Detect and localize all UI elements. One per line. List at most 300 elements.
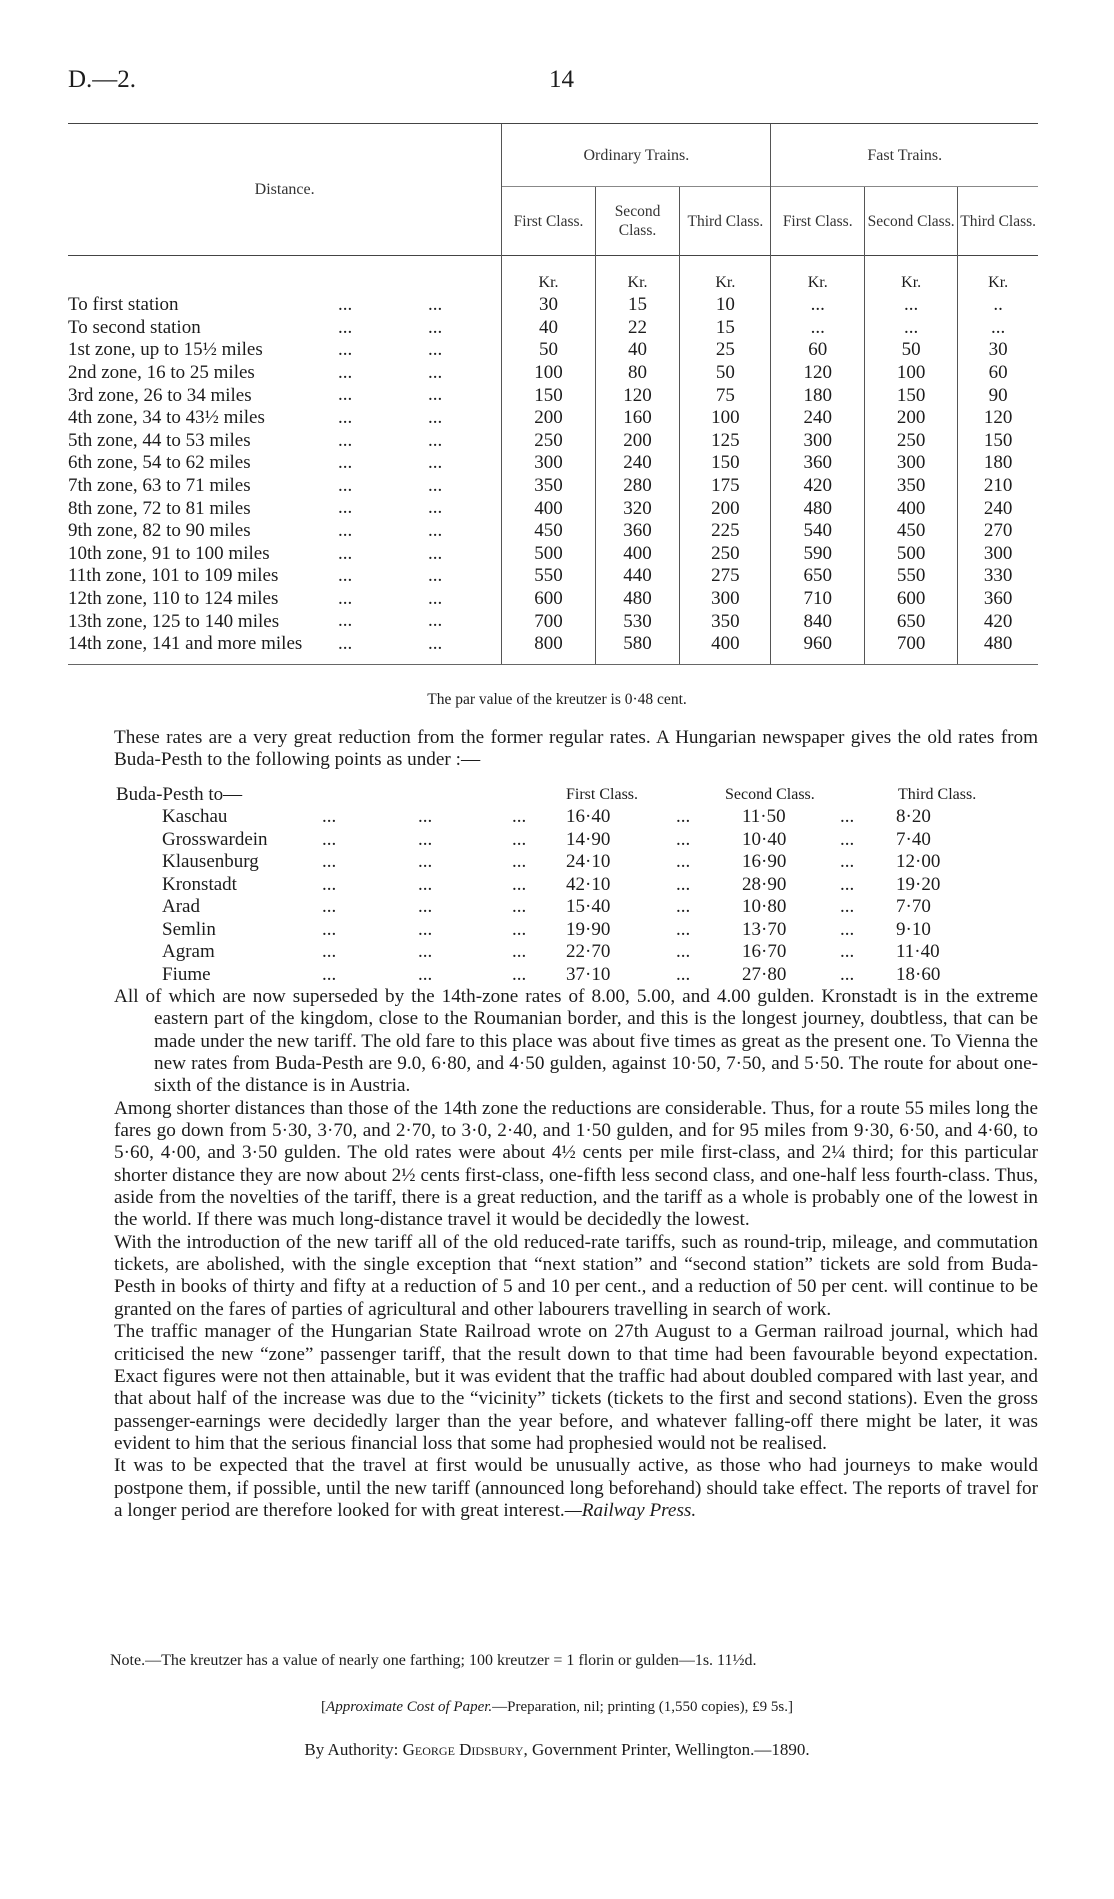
- second-class-fare: 10·80: [742, 896, 787, 917]
- old-rates-col-header: Second Class.: [725, 786, 815, 803]
- rate-cell: 480: [771, 497, 864, 520]
- rate-cell: 150: [502, 384, 595, 407]
- leader-dots: ...: [512, 851, 527, 872]
- third-class-fare: 12·00: [896, 851, 941, 872]
- leader-dots: ...: [512, 941, 527, 962]
- rate-cell: 300: [502, 452, 595, 475]
- first-class-fare: 19·90: [566, 918, 611, 940]
- leader-dots: ...: [322, 828, 337, 850]
- zone-label: [68, 565, 502, 588]
- zone-label-text: 14th zone, 141 and more miles: [68, 633, 303, 655]
- paragraph: All of which are now superseded by the 14th-zone rates of 8.00, 5.00, and 4.00 gulden. Kronstadt is in the extreme eastern part of the kingdom, close to the Roumanian border, and this is the longest journey, doubtless, that can be made under the new tariff. The old fare to this place was about five times as great as the present one. To Vienna the new rates from Buda-Pesth are 9.0, 6·80, and 4·50 gulden, against 10·50, 7·50, and 5·50. The route for about one-sixth of the distance is in Austria.: [114, 986, 1038, 1097]
- rate-cell: 10: [680, 294, 771, 317]
- printer-authority: [0, 1740, 1114, 1760]
- list-item: [0, 896, 1114, 919]
- rate-cell: 180: [958, 452, 1038, 475]
- leader-dots: ...: [840, 963, 855, 985]
- zone-label-text: 4th zone, 34 to 43½ miles: [68, 407, 265, 429]
- leader-dots: ...: [338, 452, 353, 474]
- rate-cell: 300: [864, 452, 957, 475]
- table-row: [68, 452, 1038, 475]
- rate-cell: 540: [771, 520, 864, 543]
- second-class-fare: 28·90: [742, 873, 787, 895]
- leader-dots: ...: [338, 406, 353, 428]
- first-class-fare: 16·40: [566, 806, 611, 827]
- rate-cell: 400: [680, 633, 771, 664]
- destination-name: Klausenburg: [162, 851, 259, 872]
- class-header: Third Class.: [958, 187, 1038, 256]
- rate-cell: 300: [958, 543, 1038, 566]
- leader-dots: ...: [840, 851, 855, 872]
- zone-label-text: 7th zone, 63 to 71 miles: [68, 475, 251, 497]
- rate-cell: 600: [502, 588, 595, 611]
- par-value-note: The par value of the kreutzer is 0·48 cent.: [427, 691, 687, 708]
- second-class-fare: 10·40: [742, 828, 787, 850]
- leader-dots: ...: [428, 497, 443, 519]
- list-item: [0, 829, 1114, 852]
- list-item: [0, 964, 1114, 987]
- rate-cell: 580: [595, 633, 680, 664]
- leader-dots: ...: [428, 361, 443, 383]
- table-row: [68, 520, 1038, 543]
- table-row: [68, 610, 1038, 633]
- class-header: Second Class.: [864, 187, 957, 256]
- rate-cell: 75: [680, 384, 771, 407]
- leader-dots: ...: [512, 806, 527, 827]
- leader-dots: ...: [418, 941, 433, 962]
- paragraph: [114, 1455, 1038, 1522]
- rate-cell: 500: [502, 543, 595, 566]
- table-row: [68, 565, 1038, 588]
- rate-cell: 360: [771, 452, 864, 475]
- rate-cell: 280: [595, 475, 680, 498]
- rate-cell: 275: [680, 565, 771, 588]
- table-row: [68, 543, 1038, 566]
- leader-dots: ...: [840, 918, 855, 940]
- leader-dots: ...: [512, 873, 527, 895]
- leader-dots: ...: [338, 632, 353, 654]
- leader-dots: ...: [676, 896, 691, 917]
- third-class-fare: 19·20: [896, 873, 941, 895]
- leader-dots: ...: [338, 361, 353, 383]
- list-item: [0, 919, 1114, 942]
- rate-cell: 800: [502, 633, 595, 664]
- rate-cell: 250: [680, 543, 771, 566]
- second-class-fare: 27·80: [742, 963, 787, 985]
- leader-dots: ...: [338, 339, 353, 361]
- rate-cell: 400: [864, 497, 957, 520]
- leader-dots: ...: [428, 406, 443, 428]
- page-number: 14: [549, 66, 574, 93]
- leader-dots: ...: [338, 519, 353, 541]
- rate-cell: 60: [958, 362, 1038, 385]
- leader-dots: ...: [428, 316, 443, 338]
- rate-cell: 480: [595, 588, 680, 611]
- destination-name: Semlin: [162, 918, 216, 940]
- zone-label-text: 6th zone, 54 to 62 miles: [68, 452, 251, 474]
- rate-cell: 550: [502, 565, 595, 588]
- destination-name: Fiume: [162, 963, 211, 985]
- third-class-fare: 7·40: [896, 828, 931, 850]
- document-reference: D.—2.: [68, 66, 137, 93]
- zone-label: [68, 610, 502, 633]
- rate-cell: 300: [771, 430, 864, 453]
- unit-cell: Kr.: [680, 256, 771, 295]
- leader-dots: ...: [428, 565, 443, 587]
- zone-rates-table: [68, 123, 1038, 665]
- leader-dots: ...: [418, 806, 433, 827]
- old-rates-heading: Buda-Pesth to—: [116, 784, 243, 805]
- article-body: [114, 986, 1038, 1522]
- unit-cell: Kr.: [771, 256, 864, 295]
- leader-dots: ...: [428, 519, 443, 541]
- leader-dots: ...: [428, 632, 443, 654]
- rate-cell: ..: [958, 294, 1038, 317]
- rate-cell: 120: [595, 384, 680, 407]
- zone-label: [68, 543, 502, 566]
- rate-cell: 350: [502, 475, 595, 498]
- rate-cell: 160: [595, 407, 680, 430]
- rate-cell: 450: [864, 520, 957, 543]
- third-class-fare: 8·20: [896, 806, 931, 827]
- class-header: Second Class.: [595, 187, 680, 256]
- destination-name: Kaschau: [162, 806, 228, 827]
- leader-dots: ...: [338, 429, 353, 451]
- rate-cell: 125: [680, 430, 771, 453]
- rate-cell: 80: [595, 362, 680, 385]
- rate-cell: 100: [502, 362, 595, 385]
- leader-dots: ...: [428, 429, 443, 451]
- third-class-fare: 9·10: [896, 918, 931, 940]
- zone-label: [68, 475, 502, 498]
- rate-cell: 150: [958, 430, 1038, 453]
- zone-label-text: 5th zone, 44 to 53 miles: [68, 429, 251, 451]
- leader-dots: ...: [322, 851, 337, 872]
- list-item: [0, 941, 1114, 964]
- rate-cell: 320: [595, 497, 680, 520]
- leader-dots: ...: [418, 896, 433, 917]
- cost-details: —Preparation, nil; printing (1,550 copies), £9 5s.: [492, 1699, 788, 1715]
- rate-cell: 15: [680, 317, 771, 340]
- leader-dots: ...: [338, 497, 353, 519]
- table-row: [68, 362, 1038, 385]
- authority-prefix: By Authority:: [304, 1740, 399, 1759]
- leader-dots: ...: [428, 384, 443, 406]
- rate-cell: 350: [864, 475, 957, 498]
- zone-label: [68, 339, 502, 362]
- list-item: [0, 851, 1114, 874]
- rate-cell: 225: [680, 520, 771, 543]
- rate-cell: 360: [958, 588, 1038, 611]
- leader-dots: ...: [840, 896, 855, 917]
- leader-dots: ...: [322, 963, 337, 985]
- destination-name: Kronstadt: [162, 873, 237, 895]
- rate-cell: 270: [958, 520, 1038, 543]
- leader-dots: ...: [428, 610, 443, 632]
- rate-cell: 600: [864, 588, 957, 611]
- leader-dots: ...: [338, 587, 353, 609]
- rate-cell: 60: [771, 339, 864, 362]
- leader-dots: ...: [512, 918, 527, 940]
- rate-cell: ...: [771, 294, 864, 317]
- rate-cell: 180: [771, 384, 864, 407]
- rate-cell: 300: [680, 588, 771, 611]
- unit-cell: Kr.: [864, 256, 957, 295]
- leader-dots: ...: [676, 806, 691, 827]
- paragraph: Among shorter distances than those of the 14th zone the reductions are considerable. Thus, for a route 55 miles long the fares go down from 5·30, 3·70, and 2·70, to 3·0, 2·40, and 1·50 gulden, and for 95 miles from 9·30, 6·50, and 4·60, to 5·60, 4·00, and 3·50 gulden. The old rates were about 4½ cents per mile first-class, and 2¼ third; for this particular shorter distance they are now about 2½ cents first-class, one-fifth less second class, and one-half less fourth-class. Thus, aside from the novelties of the tariff, there is a great reduction, and the tariff as a whole is probably one of the lowest in the world. If there was much long-distance travel it would be decidedly the lowest.: [114, 1097, 1038, 1231]
- table-row: [68, 407, 1038, 430]
- rate-cell: 150: [680, 452, 771, 475]
- leader-dots: ...: [418, 873, 433, 895]
- rate-cell: 40: [502, 317, 595, 340]
- second-class-fare: 16·70: [742, 941, 787, 962]
- third-class-fare: 7·70: [896, 896, 931, 917]
- leader-dots: ...: [418, 918, 433, 940]
- rate-cell: 400: [595, 543, 680, 566]
- zone-label-text: 13th zone, 125 to 140 miles: [68, 610, 280, 632]
- leader-dots: ...: [322, 918, 337, 940]
- first-class-fare: 37·10: [566, 963, 611, 985]
- leader-dots: ...: [428, 587, 443, 609]
- rate-cell: ...: [864, 317, 957, 340]
- rate-cell: 500: [864, 543, 957, 566]
- list-item: [0, 806, 1114, 829]
- leader-dots: ...: [676, 941, 691, 962]
- rate-cell: 530: [595, 610, 680, 633]
- unit-cell: Kr.: [595, 256, 680, 295]
- first-class-fare: 22·70: [566, 941, 611, 962]
- rate-cell: 100: [680, 407, 771, 430]
- zone-label: [68, 520, 502, 543]
- unit-row: [68, 256, 1038, 295]
- zone-label-text: To first station: [68, 294, 179, 316]
- rate-cell: 650: [771, 565, 864, 588]
- zone-label: [68, 294, 502, 317]
- class-header: First Class.: [771, 187, 864, 256]
- zone-label: [68, 497, 502, 520]
- rate-cell: 200: [595, 430, 680, 453]
- zone-label-text: 2nd zone, 16 to 25 miles: [68, 362, 255, 384]
- rate-cell: 210: [958, 475, 1038, 498]
- zone-label: [68, 430, 502, 453]
- rate-cell: 330: [958, 565, 1038, 588]
- rate-cell: 360: [595, 520, 680, 543]
- table-group-header-row: [68, 124, 1038, 187]
- zone-label: [68, 588, 502, 611]
- rate-cell: 650: [864, 610, 957, 633]
- zone-label: [68, 407, 502, 430]
- table-row: [68, 475, 1038, 498]
- third-class-fare: 18·60: [896, 963, 941, 985]
- first-class-fare: 15·40: [566, 896, 611, 917]
- rate-cell: 590: [771, 543, 864, 566]
- leader-dots: ...: [512, 828, 527, 850]
- leader-dots: ...: [338, 294, 353, 315]
- paragraph: With the introduction of the new tariff all of the old reduced-rate tariffs, such as round-trip, mileage, and commutation tickets, are abolished, with the single exception that “next station” and “second station” tickets are sold from Buda-Pesth in books of thirty and fifty at a reduction of 5 and 10 per cent., and a reduction of 50 per cent. will continue to be granted on the fares of parties of agricultural and other labourers travelling in search of work.: [114, 1231, 1038, 1320]
- zone-label-text: 1st zone, up to 15½ miles: [68, 339, 263, 361]
- table-row: [68, 633, 1038, 664]
- table-row: [68, 384, 1038, 407]
- destination-name: Agram: [162, 941, 215, 962]
- rate-cell: ...: [958, 317, 1038, 340]
- table-row: [68, 317, 1038, 340]
- rate-cell: 22: [595, 317, 680, 340]
- leader-dots: ...: [676, 918, 691, 940]
- leader-dots: ...: [322, 873, 337, 895]
- zone-label: [68, 633, 502, 664]
- class-header: Third Class.: [680, 187, 771, 256]
- rate-cell: 550: [864, 565, 957, 588]
- zone-label-text: 12th zone, 110 to 124 miles: [68, 588, 279, 610]
- first-class-fare: 14·90: [566, 828, 611, 850]
- rate-cell: 50: [864, 339, 957, 362]
- table-row: [68, 430, 1038, 453]
- rate-cell: 710: [771, 588, 864, 611]
- third-class-fare: 11·40: [896, 941, 940, 962]
- rate-cell: 250: [864, 430, 957, 453]
- leader-dots: ...: [338, 316, 353, 338]
- leader-dots: ...: [428, 542, 443, 564]
- rate-cell: 450: [502, 520, 595, 543]
- leader-dots: ...: [428, 294, 443, 315]
- intro-paragraph: [114, 727, 1038, 772]
- leader-dots: ...: [338, 542, 353, 564]
- rate-cell: 700: [502, 610, 595, 633]
- rate-cell: 30: [958, 339, 1038, 362]
- second-class-fare: 13·70: [742, 918, 787, 940]
- zone-label-text: To second station: [68, 316, 201, 338]
- rate-cell: 50: [502, 339, 595, 362]
- leader-dots: ...: [338, 565, 353, 587]
- table-row: [68, 294, 1038, 317]
- leader-dots: ...: [512, 963, 527, 985]
- rate-cell: 200: [680, 497, 771, 520]
- leader-dots: ...: [840, 806, 855, 827]
- rate-cell: 700: [864, 633, 957, 664]
- rate-cell: 90: [958, 384, 1038, 407]
- rate-cell: 15: [595, 294, 680, 317]
- leader-dots: ...: [676, 851, 691, 872]
- leader-dots: ...: [322, 896, 337, 917]
- cost-label: Approximate Cost of Paper.: [326, 1699, 493, 1715]
- zone-label-text: 11th zone, 101 to 109 miles: [68, 565, 279, 587]
- leader-dots: ...: [428, 339, 443, 361]
- rate-cell: ...: [771, 317, 864, 340]
- unit-label-spacer: [68, 256, 502, 295]
- rate-cell: 420: [958, 610, 1038, 633]
- class-header: First Class.: [502, 187, 595, 256]
- leader-dots: ...: [322, 806, 337, 827]
- leader-dots: ...: [338, 474, 353, 496]
- rate-cell: 240: [958, 497, 1038, 520]
- kreutzer-note: Note.—The kreutzer has a value of nearly one farthing; 100 kreutzer = 1 florin or gulden—1s. 11½d.: [110, 1652, 757, 1669]
- leader-dots: ...: [840, 828, 855, 850]
- rate-cell: 50: [680, 362, 771, 385]
- leader-dots: ...: [428, 474, 443, 496]
- rate-cell: 240: [771, 407, 864, 430]
- rate-cell: 480: [958, 633, 1038, 664]
- ordinary-trains-header: Ordinary Trains.: [502, 124, 771, 187]
- zone-label: [68, 362, 502, 385]
- rate-cell: 250: [502, 430, 595, 453]
- rate-cell: 120: [771, 362, 864, 385]
- rate-cell: 440: [595, 565, 680, 588]
- destination-name: Arad: [162, 896, 200, 917]
- rate-cell: 40: [595, 339, 680, 362]
- old-rates-table: [0, 806, 1114, 986]
- rate-cell: 175: [680, 475, 771, 498]
- leader-dots: ...: [512, 896, 527, 917]
- leader-dots: ...: [840, 873, 855, 895]
- zone-label: [68, 384, 502, 407]
- paragraph-text: It was to be expected that the travel at first would be unusually active, as those who had journeys to make would postpone them, if possible, until the new tariff (announced long beforehand) should take effect. The reports of travel for a longer period are therefore looked for with great interest.: [114, 1455, 1038, 1521]
- zone-label-text: 9th zone, 82 to 90 miles: [68, 520, 251, 542]
- rate-cell: 150: [864, 384, 957, 407]
- rate-cell: 30: [502, 294, 595, 317]
- second-class-fare: 16·90: [742, 851, 787, 872]
- zone-label-text: 10th zone, 91 to 100 miles: [68, 542, 270, 564]
- zone-label-text: 8th zone, 72 to 81 miles: [68, 497, 251, 519]
- unit-cell: Kr.: [958, 256, 1038, 295]
- rate-cell: 960: [771, 633, 864, 664]
- leader-dots: ...: [322, 941, 337, 962]
- zone-label-text: 3rd zone, 26 to 34 miles: [68, 384, 252, 406]
- distance-header: Distance.: [68, 124, 502, 256]
- rate-cell: 120: [958, 407, 1038, 430]
- leader-dots: ...: [840, 941, 855, 962]
- old-rates-col-header: Third Class.: [898, 786, 977, 803]
- leader-dots: ...: [428, 452, 443, 474]
- table-row: [68, 588, 1038, 611]
- table-row: [68, 497, 1038, 520]
- leader-dots: ...: [418, 828, 433, 850]
- unit-cell: Kr.: [502, 256, 595, 295]
- rate-cell: 350: [680, 610, 771, 633]
- zone-label: [68, 317, 502, 340]
- leader-dots: ...: [338, 384, 353, 406]
- leader-dots: ...: [418, 851, 433, 872]
- rate-cell: 840: [771, 610, 864, 633]
- leader-dots: ...: [676, 828, 691, 850]
- rate-cell: 200: [502, 407, 595, 430]
- first-class-fare: 42·10: [566, 873, 611, 895]
- rate-cell: 100: [864, 362, 957, 385]
- old-rates-col-header: First Class.: [566, 786, 639, 803]
- fast-trains-header: Fast Trains.: [771, 124, 1038, 187]
- source-credit: —Railway Press.: [564, 1499, 697, 1521]
- rate-cell: 200: [864, 407, 957, 430]
- leader-dots: ...: [338, 610, 353, 632]
- first-class-fare: 24·10: [566, 851, 611, 872]
- zone-label: [68, 452, 502, 475]
- cost-of-paper: [Approximate Cost of Paper.—Preparation, nil; printing (1,550 copies), £9 5s.]: [321, 1699, 793, 1715]
- authority-details: , Government Printer, Wellington.—1890.: [523, 1740, 810, 1759]
- leader-dots: ...: [676, 963, 691, 985]
- rate-cell: 400: [502, 497, 595, 520]
- rate-cell: 420: [771, 475, 864, 498]
- destination-name: Grosswardein: [162, 828, 268, 850]
- table-row: [68, 339, 1038, 362]
- paragraph: The traffic manager of the Hungarian State Railroad wrote on 27th August to a German railroad journal, which had criticised the new “zone” passenger tariff, that the result down to that time had been favourable beyond expectation. Exact figures were not then attainable, but it was evident that the traffic had about doubled compared with last year, and that about half of the increase was due to the “vicinity” tickets (tickets to the first and second stations). Even the gross passenger-earnings were decidedly larger than the year before, and whatever falling-off there might be later, it was evident to him that the serious financial loss that some had prophesied would not be realised.: [114, 1321, 1038, 1454]
- rate-cell: 240: [595, 452, 680, 475]
- intro-paragraph-text: These rates are a very great reduction from the former regular rates. A Hungarian newspaper gives the old rates from Buda-Pesth to the following points as under :—: [114, 727, 1038, 771]
- rate-cell: 25: [680, 339, 771, 362]
- second-class-fare: 11·50: [742, 806, 786, 827]
- leader-dots: ...: [676, 873, 691, 895]
- rate-cell: ...: [864, 294, 957, 317]
- leader-dots: ...: [418, 963, 433, 985]
- printer-name: George Didsbury: [402, 1740, 524, 1759]
